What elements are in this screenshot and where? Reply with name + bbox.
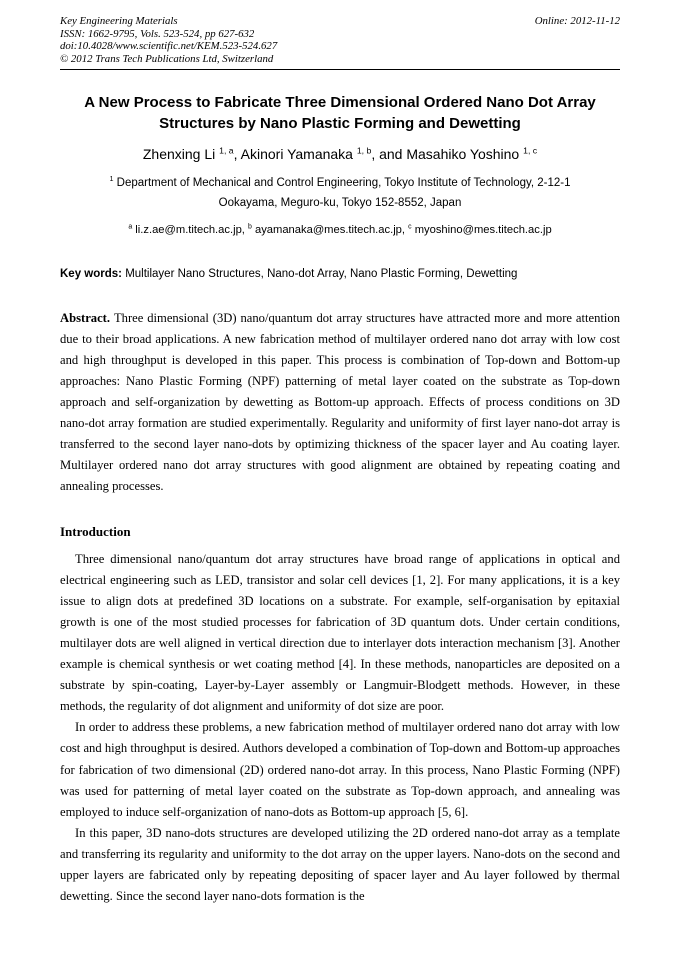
author-3: Masahiko Yoshino	[406, 145, 524, 162]
author-2-affil-marker: 1, b	[356, 144, 372, 155]
keywords-label: Key words:	[60, 267, 126, 280]
author-separator: , and	[371, 145, 407, 162]
affiliation-line-1: Department of Mechanical and Control Engineering, Tokyo Institute of Technology, 2-12-1	[113, 176, 571, 189]
author-1-affil-marker: 1, a	[219, 144, 234, 155]
intro-paragraph-3: In this paper, 3D nano-dots structures are developed utilizing the 2D ordered nano-dot array as a template and transferring its regularity and uniformity to the dot array on the upper layers. Nano-dots on the second and upper layers are fabricated only by repeating depositing of spacer layer and Au layer followed by thermal dewetting. Since the second layer nano-dots formation is the	[60, 825, 620, 903]
author-separator: ,	[233, 145, 241, 162]
email-1-marker: a	[128, 223, 133, 231]
copyright-line: © 2012 Trans Tech Publications Ltd, Switzerland	[60, 53, 274, 66]
email-1: li.z.ae@m.titech.ac.jp,	[132, 223, 249, 236]
author-2: Akinori Yamanaka	[240, 145, 357, 162]
journal-info-block	[60, 15, 277, 66]
intro-paragraph-2: In order to address these problems, a new fabrication method of multilayer ordered nano dot array with low cost and high throughput is desired. Authors developed a combination of Top-down and Bottom-up approaches for fabrication of two dimensional (2D) ordered nano-dot array. In this process, Nano Plastic Forming (NPF) was used for patterning of metal layer coated on the substrate as Top-down approach, and annealing was employed to induce self-organization of nano-dots as Bottom-up approach [5, 6].	[60, 720, 620, 819]
author-1: Zhenxing Li	[142, 145, 220, 162]
doi-line: doi:10.4028/www.scientific.net/KEM.523-524.627	[60, 40, 278, 53]
affiliation-marker: 1	[109, 174, 114, 183]
intro-paragraph-1: Three dimensional nano/quantum dot array structures have broad range of applications in optical and electrical engineering such as LED, transistor and solar cell devices [1, 2]. For many applications, it is a key issue to align dots at predefined 3D locations on a substrate. For example, self-organisation by epitaxial growth is one of the most studied processes for fabrication of 3D quantum dots. Under certain conditions, multilayer dots are well aligned in vertical direction due to interlayer dots interaction mechanism [3]. Another example is chemical synthesis or wet coating method [4]. In these methods, nanoparticles are deposited on a substrate by spin-coating, Layer-by-Layer assembly or Langmuir-Blodgett methods. However, in these methods, the regularity of dot alignment and uniformity of dot size are poor.	[60, 552, 620, 714]
journal-title: Key Engineering Materials	[60, 15, 178, 27]
issn-volume-line: ISSN: 1662-9795, Vols. 523-524, pp 627-632	[60, 27, 255, 40]
affiliation-line-2: Ookayama, Meguro-ku, Tokyo 152-8552, Japan	[218, 197, 462, 210]
affiliation	[60, 173, 620, 214]
authors-line	[60, 146, 620, 162]
email-2-marker: b	[248, 223, 252, 231]
online-date: Online: 2012-11-12	[534, 15, 620, 27]
header-divider	[60, 69, 620, 70]
author-3-affil-marker: 1, c	[523, 144, 538, 155]
email-3: myoshino@mes.titech.ac.jp	[411, 223, 552, 236]
abstract-paragraph	[60, 308, 620, 497]
keywords-text: Multilayer Nano Structures, Nano-dot Array, Nano Plastic Forming, Dewetting	[125, 267, 518, 280]
abstract-label: Abstract.	[60, 310, 114, 325]
emails-line	[60, 224, 620, 236]
email-3-marker: c	[408, 223, 412, 231]
introduction-heading: Introduction	[60, 524, 131, 540]
abstract-text: Three dimensional (3D) nano/quantum dot array structures have attracted more and more attention due to their broad applications. A new fabrication method of multilayer ordered nano dot array with low cost and high throughput is developed in this paper. This process is combination of Top-down and Bottom-up approaches: Nano Plastic Forming (NPF) patterning of metal layer coated on the substrate as Top-down approach and self-organization by dewetting as Bottom-up approach. Effects of process conditions on 3D nano-dot array formation are studied experimentally. Regularity and uniformity of first layer nano-dot array is transferred to the second layer nano-dots by optimizing thickness of the spacer layer and Au coating layer. Multilayer ordered nano dot array structures with good alignment are obtained by repeating coating and annealing processes.	[60, 310, 620, 494]
page-header	[60, 15, 620, 66]
email-2: ayamanaka@mes.titech.ac.jp,	[251, 223, 409, 236]
keywords-line	[60, 268, 620, 280]
paper-title: A New Process to Fabricate Three Dimensional Ordered Nano Dot Array Structures by Nano Plastic Forming and Dewetting	[84, 93, 596, 133]
